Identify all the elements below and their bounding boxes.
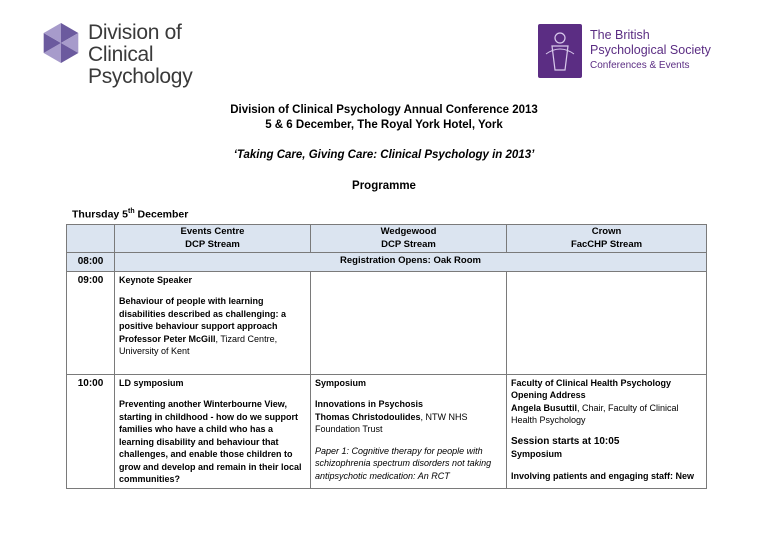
header-events-centre: Events Centre DCP Stream (115, 225, 311, 253)
bps-logo-line2: Psychological Society (590, 43, 711, 57)
bps-logo-line3: Conferences & Events (590, 60, 690, 71)
table-row-0900 (67, 271, 707, 374)
time-0900: 09:00 (67, 271, 115, 374)
crown-0900-cell (507, 271, 707, 374)
ld-symposium-cell: LD symposium Preventing another Winterbourne View, starting in childhood - how do we support families who have a child who has a learning disability and behaviour that challenges, and enable those children to grow and develop and remain in their local communities? (115, 374, 311, 488)
dcp-hexagon-icon (40, 22, 82, 64)
header-time-cell (67, 225, 115, 253)
conference-title: Division of Clinical Psychology Annual Conference 2013 (230, 104, 538, 116)
bps-logo-line1: The British (590, 28, 650, 42)
bps-emblem-icon (538, 24, 582, 78)
time-1000: 10:00 (67, 374, 115, 488)
wedgewood-0900-cell (311, 271, 507, 374)
table-row-1000 (67, 374, 707, 488)
conference-dates: 5 & 6 December, The Royal York Hotel, York (265, 119, 503, 131)
bps-logo (538, 24, 738, 82)
header-crown: Crown FacCHP Stream (507, 225, 707, 253)
dcp-logo-line1: Division of (88, 21, 182, 44)
table-header-row (67, 225, 707, 253)
keynote-cell: Keynote Speaker Behaviour of people with learning disabilities described as challenging: a positive behaviour support approach Professor Peter McGill, Tizard Centre, University of Kent (115, 271, 311, 374)
dcp-logo (40, 20, 250, 88)
fchp-opening-cell: Faculty of Clinical Health Psychology Opening Address Angela Busuttil, Chair, Faculty of Clinical Health Psychology Session starts at 10:05 Symposium Involving patients and engaging staff: New (507, 374, 707, 488)
dcp-logo-line2: Clinical Psychology (88, 43, 193, 88)
psychosis-symposium-cell: Symposium Innovations in Psychosis Thomas Christodoulides, NTW NHS Foundation Trust Paper 1: Cognitive therapy for people with schizophrenia spectrum disorders not taking antipsychotic medication: An RCT (311, 374, 507, 488)
programme-table (66, 224, 707, 489)
day-heading: Thursday 5th December (72, 208, 189, 221)
table-row-0800 (67, 253, 707, 272)
conference-theme: ‘Taking Care, Giving Care: Clinical Psychology in 2013’ (233, 149, 535, 161)
header-wedgewood: Wedgewood DCP Stream (311, 225, 507, 253)
registration-cell: Registration Opens: Oak Room (115, 253, 707, 272)
time-0800: 08:00 (67, 253, 115, 272)
programme-heading: Programme (352, 180, 416, 192)
